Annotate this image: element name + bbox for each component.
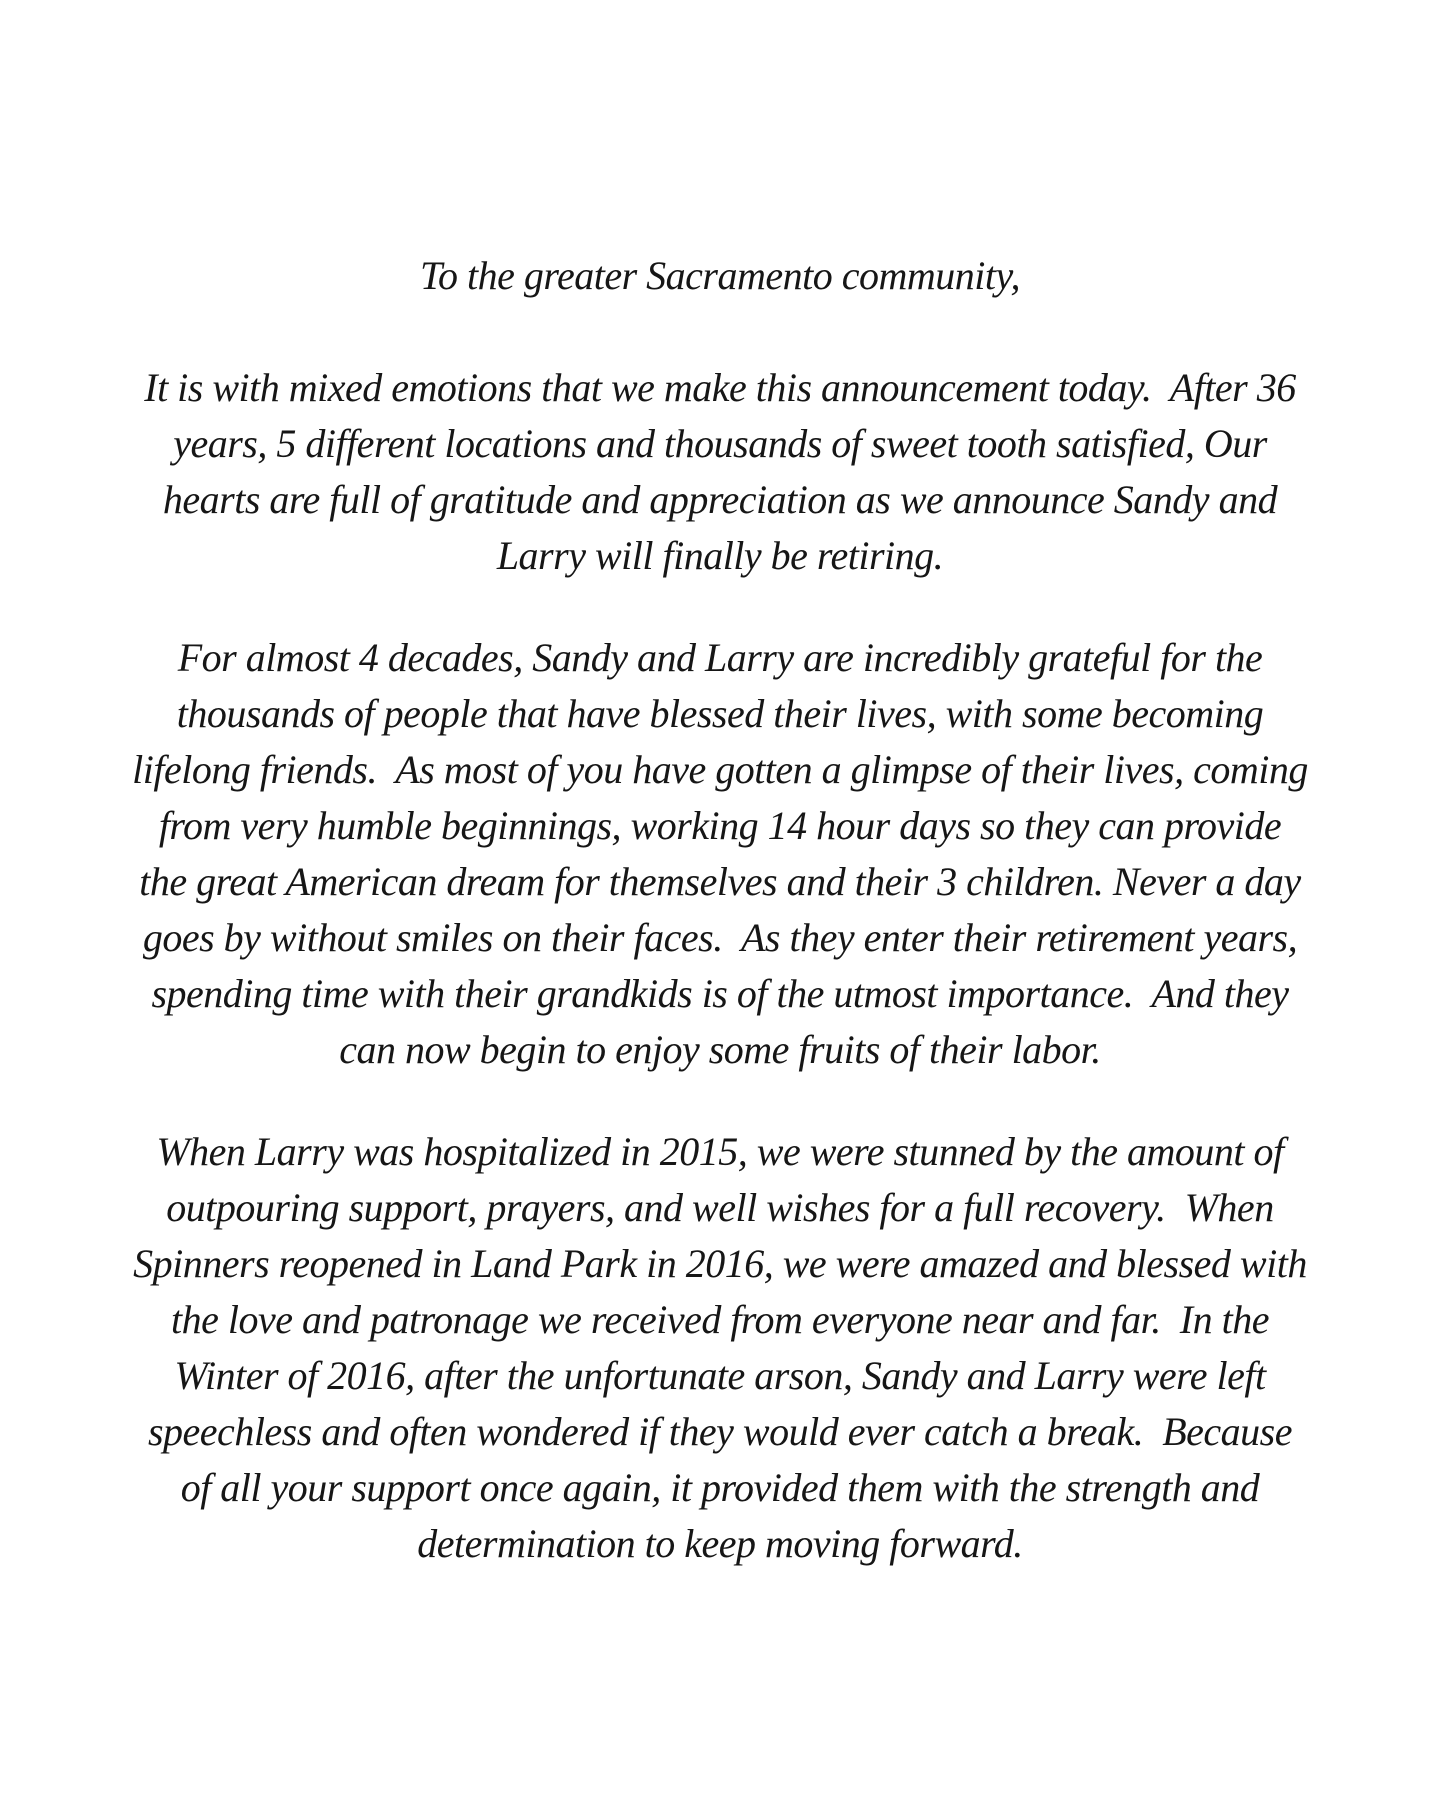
letter-line: from very humble beginnings, working 14 hour days so they can provide bbox=[158, 803, 1282, 848]
letter-line: lifelong friends. As most of you have gotten a glimpse of their lives, coming bbox=[132, 747, 1308, 792]
letter-line: When Larry was hospitalized in 2015, we were stunned by the amount of bbox=[156, 1129, 1284, 1174]
letter-line: the great American dream for themselves and their 3 children. Never a day bbox=[139, 859, 1301, 904]
letter-line: Spinners reopened in Land Park in 2016, we were amazed and blessed with bbox=[133, 1241, 1307, 1286]
letter-line: goes by without smiles on their faces. As they enter their retirement years, bbox=[142, 915, 1298, 960]
letter-line: outpouring support, prayers, and well wishes for a full recovery. When bbox=[166, 1185, 1274, 1230]
letter-body bbox=[0, 360, 1440, 1572]
letter-paragraph bbox=[0, 1124, 1440, 1572]
letter-line: thousands of people that have blessed their lives, with some becoming bbox=[176, 691, 1264, 736]
letter-line: years, 5 different locations and thousands of sweet tooth satisfied, Our bbox=[173, 421, 1267, 466]
letter-line: of all your support once again, it provided them with the strength and bbox=[180, 1465, 1260, 1510]
letter-line: It is with mixed emotions that we make this announcement today. After 36 bbox=[144, 365, 1296, 410]
letter-line: determination to keep moving forward. bbox=[417, 1521, 1023, 1566]
letter-paragraph bbox=[0, 630, 1440, 1078]
letter-line: hearts are full of gratitude and appreciation as we announce Sandy and bbox=[162, 477, 1278, 522]
letter-salutation: To the greater Sacramento community, bbox=[419, 253, 1021, 298]
letter-line: Larry will finally be retiring. bbox=[496, 533, 944, 578]
letter-line: spending time with their grandkids is of the utmost importance. And they bbox=[151, 971, 1289, 1016]
letter-line: the love and patronage we received from everyone near and far. In the bbox=[170, 1297, 1269, 1342]
letter-line: speechless and often wondered if they would ever catch a break. Because bbox=[147, 1409, 1293, 1454]
letter-line: can now begin to enjoy some fruits of their labor. bbox=[339, 1027, 1101, 1072]
letter-line: For almost 4 decades, Sandy and Larry are incredibly grateful for the bbox=[177, 635, 1263, 680]
letter-paragraph bbox=[0, 360, 1440, 584]
letter-line: Winter of 2016, after the unfortunate arson, Sandy and Larry were left bbox=[174, 1353, 1266, 1398]
